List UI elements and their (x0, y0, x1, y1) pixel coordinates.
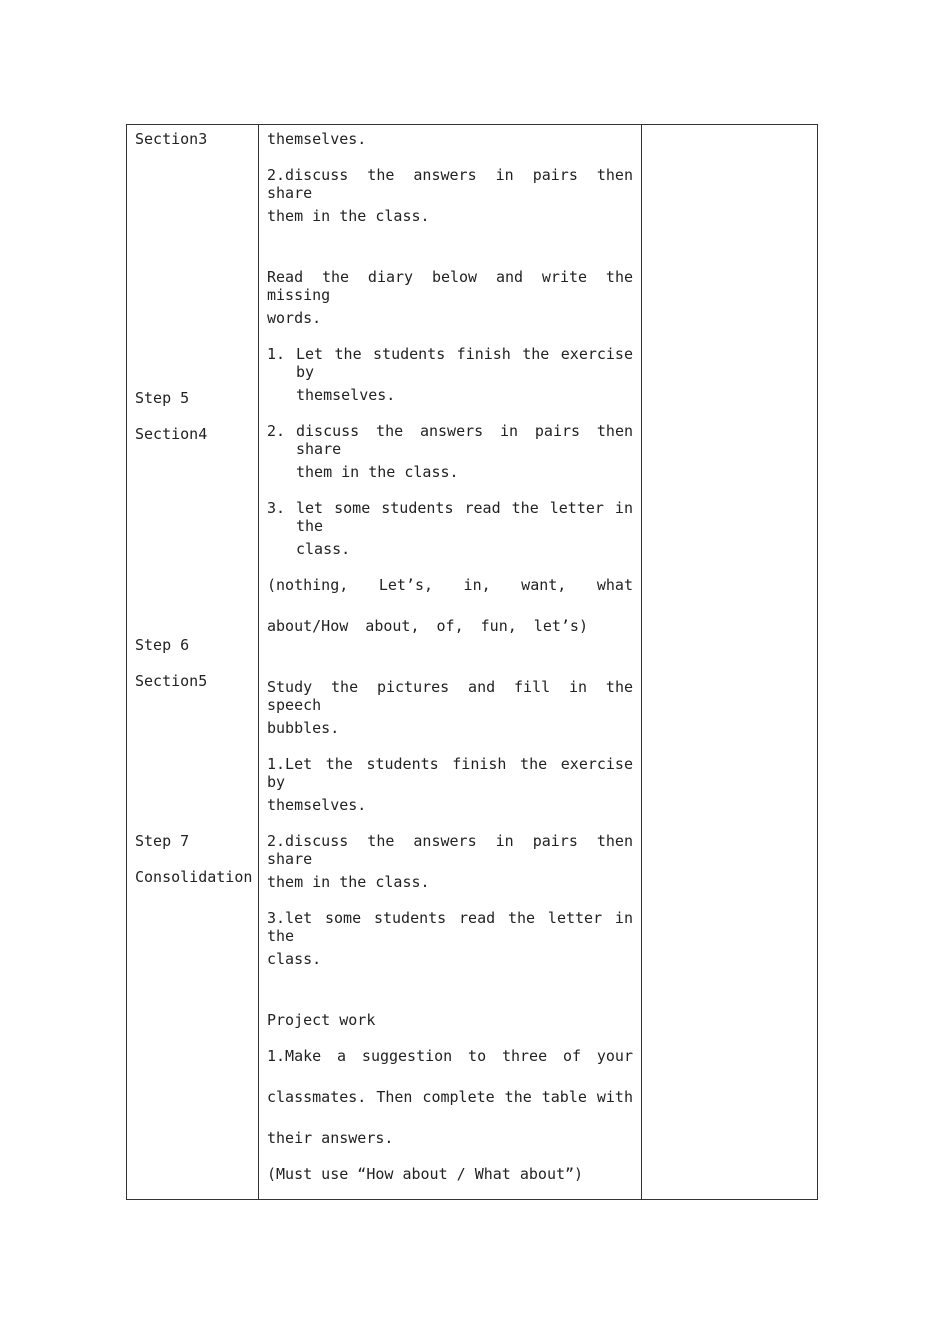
notes-column (642, 125, 818, 1200)
text-line: 2.discuss the answers in pairs then share (267, 166, 633, 202)
text-line: Study the pictures and fill in the speech (267, 678, 633, 714)
text-line: class. (296, 540, 351, 558)
label-section3: Section3 (135, 130, 208, 148)
label-section5: Section5 (135, 672, 208, 690)
label-step7: Step 7 (135, 832, 190, 850)
text-line: themselves. (267, 796, 367, 814)
table-row (127, 125, 818, 1200)
text-line: (Must use “How about / What about”) (267, 1165, 584, 1183)
text-line: bubbles. (267, 719, 340, 737)
text-line: words. (267, 309, 322, 327)
text-line: 1.Let the students finish the exercise by (267, 755, 633, 791)
text-line: their answers. (267, 1129, 394, 1147)
text-line: themselves. (296, 386, 396, 404)
list-number: 2. (267, 422, 286, 440)
text-line: classmates. Then complete the table with (267, 1088, 633, 1106)
list-number: 1. (267, 345, 286, 363)
text-line: 1.Make a suggestion to three of your (267, 1047, 633, 1065)
text-line: (nothing, Let’s, in, want, what (267, 576, 633, 594)
text-line: them in the class. (296, 463, 459, 481)
project-work-heading: Project work (267, 1011, 376, 1029)
text-line: 3.let some students read the letter in the (267, 909, 633, 945)
label-section4: Section4 (135, 425, 208, 443)
text-line: class. (267, 950, 322, 968)
text-line: them in the class. (267, 873, 430, 891)
text-line: 2.discuss the answers in pairs then share (267, 832, 633, 868)
text-line: them in the class. (267, 207, 430, 225)
text-line: Let the students finish the exercise by (296, 345, 633, 381)
text-line: themselves. (267, 130, 367, 148)
activities-column (259, 125, 642, 1200)
label-step5: Step 5 (135, 389, 190, 407)
label-consolidation: Consolidation (135, 868, 253, 886)
text-line: about/How about, of, fun, let’s) (267, 617, 588, 635)
text-line: let some students read the letter in the (296, 499, 633, 535)
label-step6: Step 6 (135, 636, 190, 654)
list-number: 3. (267, 499, 286, 517)
text-line: Read the diary below and write the missing (267, 268, 633, 304)
lesson-plan-table (126, 124, 818, 1200)
text-line: discuss the answers in pairs then share (296, 422, 633, 458)
steps-column (127, 125, 259, 1200)
